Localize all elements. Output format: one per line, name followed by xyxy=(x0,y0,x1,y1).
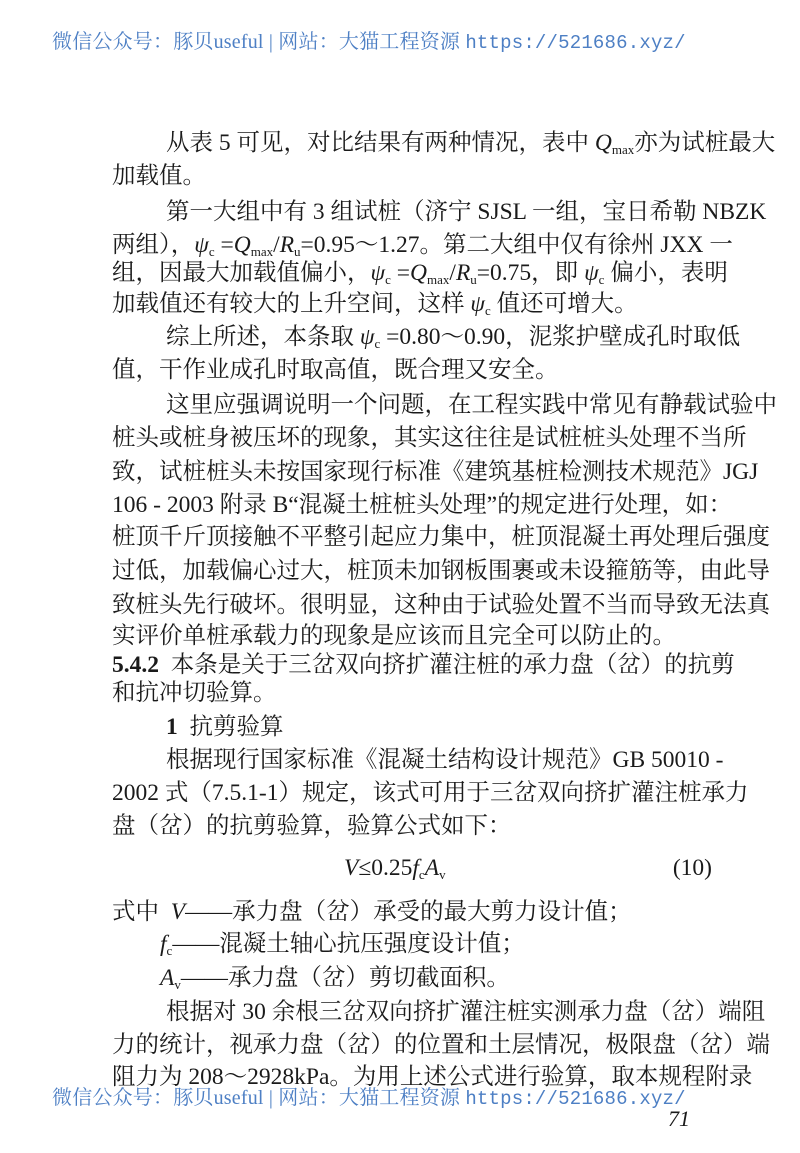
text-segment: R xyxy=(455,260,471,286)
text-segment: 式中 xyxy=(112,899,171,925)
section-heading-line xyxy=(112,650,735,680)
text-segment: ——混凝土轴心抗压强度设计值； xyxy=(172,931,525,957)
paragraph-line xyxy=(112,161,712,191)
text-segment: u xyxy=(294,244,301,259)
paragraph-line xyxy=(112,1030,770,1060)
paragraph-line xyxy=(112,457,759,487)
text-segment: c xyxy=(385,272,391,287)
text-segment: ψ xyxy=(470,291,485,317)
watermark-url[interactable]: https://521686.xyz/ xyxy=(465,32,686,54)
text-segment: Q xyxy=(594,130,612,156)
text-segment: 本条是关于三岔双向挤扩灌注桩的承力盘（岔）的抗剪 xyxy=(159,652,735,678)
paragraph-line xyxy=(112,289,712,319)
text-segment: / xyxy=(449,260,456,286)
text-segment: Q xyxy=(233,232,251,258)
text-segment: 致桩头先行破坏。很明显，这种由于试验处置不当而导致无法真 xyxy=(112,592,770,618)
paragraph-line xyxy=(112,621,712,651)
paragraph-line xyxy=(112,678,712,708)
text-segment: 值，干作业成孔时取高值，既合理又安全。 xyxy=(112,357,559,383)
watermark-site-label: 网站：大猫工程资源 xyxy=(278,31,461,53)
paragraph-line xyxy=(112,230,733,260)
text-segment: 阻力为 208～2928kPa。为用上述公式进行验算，取本规程附录 xyxy=(112,1064,753,1090)
paragraph-line xyxy=(112,590,770,620)
text-segment: 两组）， xyxy=(112,232,195,258)
text-segment: V xyxy=(344,855,359,881)
watermark-url[interactable]: https://521686.xyz/ xyxy=(465,1088,686,1110)
text-segment: R xyxy=(279,232,295,258)
formula-number: (10) xyxy=(672,855,712,881)
text-segment: 组，因最大加载值偏小， xyxy=(112,260,371,286)
text-segment: 从表 5 可见，对比结果有两种情况，表中 xyxy=(166,130,595,156)
text-segment: u xyxy=(470,272,477,287)
text-segment: ——承力盘（岔）承受的最大剪力设计值； xyxy=(185,899,632,925)
text-segment: 值还可增大。 xyxy=(490,291,638,317)
text-segment: ≤0.25 xyxy=(358,855,413,881)
text-segment: ψ xyxy=(194,232,209,258)
text-segment: v xyxy=(174,977,181,992)
watermark-account: 豚贝useful xyxy=(173,31,264,53)
text-segment: =0.80～0.90，泥浆护壁成孔时取低 xyxy=(380,324,741,350)
text-segment: c xyxy=(166,943,173,958)
formula-expression xyxy=(344,853,446,883)
text-segment: 106 - 2003 附录 B“混凝土桩桩头处理”的规定进行处理，如： xyxy=(112,492,733,518)
text-segment: 抗剪验算 xyxy=(177,714,284,740)
symbol-definition xyxy=(160,929,712,959)
subsection-heading xyxy=(166,712,712,742)
paragraph-line xyxy=(166,745,724,775)
text-segment: c xyxy=(484,303,491,318)
text-segment: / xyxy=(273,232,280,258)
paragraph-line xyxy=(112,556,770,586)
text-segment: V xyxy=(170,899,186,925)
text-segment: 根据对 30 余根三岔双向挤扩灌注桩实测承力盘（岔）端阻 xyxy=(166,999,766,1025)
paragraph-line xyxy=(112,258,728,288)
text-segment: =0.95～1.27。第二大组中仅有徐州 JXX 一 xyxy=(300,232,733,258)
watermark-site-label: 网站：大猫工程资源 xyxy=(278,1087,461,1109)
paragraph-line xyxy=(166,997,766,1027)
text-segment: ψ xyxy=(359,324,375,350)
text-segment: 偏小，表明 xyxy=(604,260,728,286)
text-segment: f xyxy=(412,855,419,881)
text-segment: = xyxy=(390,260,411,286)
text-segment: A xyxy=(160,965,175,991)
text-segment: 2002 式（7.5.1-1）规定，该式可用于三岔双向挤扩灌注桩承力 xyxy=(112,780,749,806)
text-segment: 亦为试桩最大 xyxy=(634,130,776,156)
text-segment: 致，试桩桩头未按国家现行标准《建筑基桩检测技术规范》JGJ xyxy=(112,459,759,485)
text-segment: 综上所述，本条取 xyxy=(166,324,360,350)
text-segment: 力的统计，视承力盘（岔）的位置和土层情况，极限盘（岔）端 xyxy=(112,1032,770,1058)
text-segment: c xyxy=(598,272,605,287)
paragraph-line xyxy=(166,197,767,227)
text-segment: c xyxy=(208,244,215,259)
text-segment: 盘（岔）的抗剪验算，验算公式如下： xyxy=(112,813,512,839)
formula-10 xyxy=(112,853,712,883)
watermark-bottom xyxy=(52,1085,752,1111)
text-segment: f xyxy=(160,931,167,957)
symbol-definition xyxy=(160,963,712,993)
text-segment: 第一大组中有 3 组试桩（济宁 SJSL 一组，宝日希勒 NBZK xyxy=(166,199,767,225)
text-segment: = xyxy=(214,232,234,258)
page-number: 71 xyxy=(668,1106,690,1131)
paragraph-line xyxy=(166,322,741,352)
paragraph-line xyxy=(112,490,733,520)
text-segment: 1 xyxy=(166,714,178,740)
text-segment: 和抗冲切验算。 xyxy=(112,680,277,706)
text-segment: =0.75，即 xyxy=(476,260,585,286)
section-number: 5.4.2 xyxy=(112,652,159,678)
paragraph-line xyxy=(112,778,749,808)
text-segment: max xyxy=(427,272,450,287)
text-segment: 加载值还有较大的上升空间，这样 xyxy=(112,291,471,317)
text-segment: Q xyxy=(410,260,428,286)
text-segment: v xyxy=(439,867,446,882)
text-segment: ——承力盘（岔）剪切截面积。 xyxy=(180,965,510,991)
text-segment: 这里应强调说明一个问题，在工程实践中常见有静载试验中 xyxy=(166,392,777,418)
paragraph-line xyxy=(166,128,776,158)
watermark-top xyxy=(52,29,752,55)
watermark-separator: | xyxy=(263,31,279,53)
text-segment: max xyxy=(250,244,274,259)
text-segment: A xyxy=(424,855,440,881)
watermark-account: 豚贝useful xyxy=(173,1087,264,1109)
watermark-prefix: 微信公众号： xyxy=(52,31,174,53)
text-segment: ψ xyxy=(370,260,386,286)
watermark-prefix: 微信公众号： xyxy=(52,1087,174,1109)
text-segment: 根据现行国家标准《混凝土结构设计规范》GB 50010 - xyxy=(166,747,724,773)
text-segment: 过低，加载偏心过大，桩顶未加钢板围裹或未设箍筋等，由此导 xyxy=(112,558,770,584)
paragraph-line xyxy=(112,522,770,552)
text-segment: c xyxy=(374,336,381,351)
text-segment: ψ xyxy=(584,260,599,286)
text-segment: c xyxy=(418,867,425,882)
paragraph-line xyxy=(112,811,712,841)
text-segment: 加载值。 xyxy=(112,163,206,189)
text-segment: 实评价单桩承载力的现象是应该而且完全可以防止的。 xyxy=(112,623,676,649)
symbol-definition xyxy=(112,897,712,927)
text-segment: 桩顶千斤顶接触不平整引起应力集中，桩顶混凝土再处理后强度 xyxy=(112,524,770,550)
text-segment: 桩头或桩身被压坏的现象，其实这往往是试桩桩头处理不当所 xyxy=(112,425,747,451)
paragraph-line xyxy=(112,423,747,453)
watermark-separator: | xyxy=(263,1087,279,1109)
paragraph-line xyxy=(166,390,777,420)
text-segment: max xyxy=(611,142,635,157)
paragraph-line xyxy=(112,355,712,385)
